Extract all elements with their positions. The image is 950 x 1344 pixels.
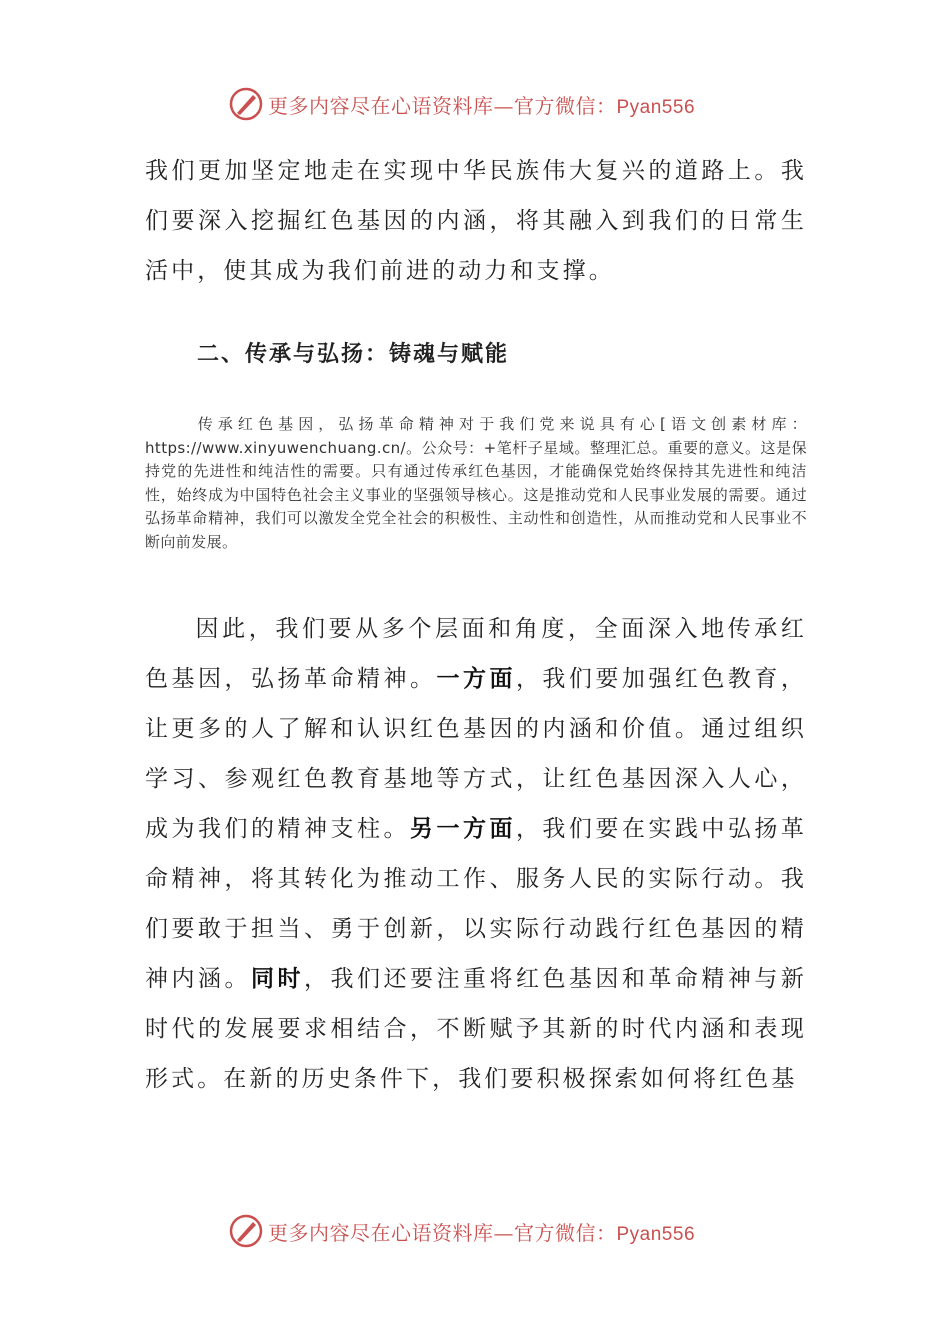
footer-banner [228,1211,748,1251]
section-heading: 二、传承与弘扬：铸魂与赋能 [197,342,510,367]
pen-seal-icon [228,86,264,122]
bold-phrase: 另一方面 [409,816,516,842]
bold-phrase: 一方面 [436,666,516,692]
bold-phrase: 同时 [250,966,304,992]
header-banner [228,84,748,124]
banner-text: 更多内容尽在心语资料库—官方微信：Pyan556 [268,1220,696,1245]
pen-seal-icon [228,1213,264,1249]
paragraph-continuation: 我们更加坚定地走在实现中华民族伟大复兴的道路上。我们要深入挖掘红色基因的内涵，将其融入到我们的日常生活中，使其成为我们前进的动力和支撑。 [145,158,807,284]
small-paragraph: 传承红色基因，弘扬革命精神对于我们党来说具有心[语文创素材库：https://www.xinyuwenchuang.cn/。公众号：+笔杆子星域。整理汇总。重要的意义。这是保持党的先进性和纯洁性的需要。只有通过传承红色基因，才能确保党始终保持其先进性和纯洁性，始终成为中国特色社会主义事业的坚强领导核心。这是推动党和人民事业发展的需要。通过弘扬革命精神，我们可以激发全党全社会的积极性、主动性和创造性，从而推动党和人民事业不断向前发展。 [145,415,807,551]
paragraph-main: 因此，我们要从多个层面和角度，全面深入地传承红色基因，弘扬革命精神。一方面，我们要加强红色教育，让更多的人了解和认识红色基因的内涵和价值。通过组织学习、参观红色教育基地等方式，让红色基因深入人心，成为我们的精神支柱。另一方面，我们要在实践中弘扬革命精神，将其转化为推动工作、服务人民的实际行动。我们要敢于担当、勇于创新，以实际行动践行红色基因的精神内涵。同时，我们还要注重将红色基因和革命精神与新时代的发展要求相结合，不断赋予其新的时代内涵和表现形式。在新的历史条件下，我们要积极探索如何将红色基 [145,616,807,1092]
banner-text: 更多内容尽在心语资料库—官方微信：Pyan556 [268,93,696,118]
